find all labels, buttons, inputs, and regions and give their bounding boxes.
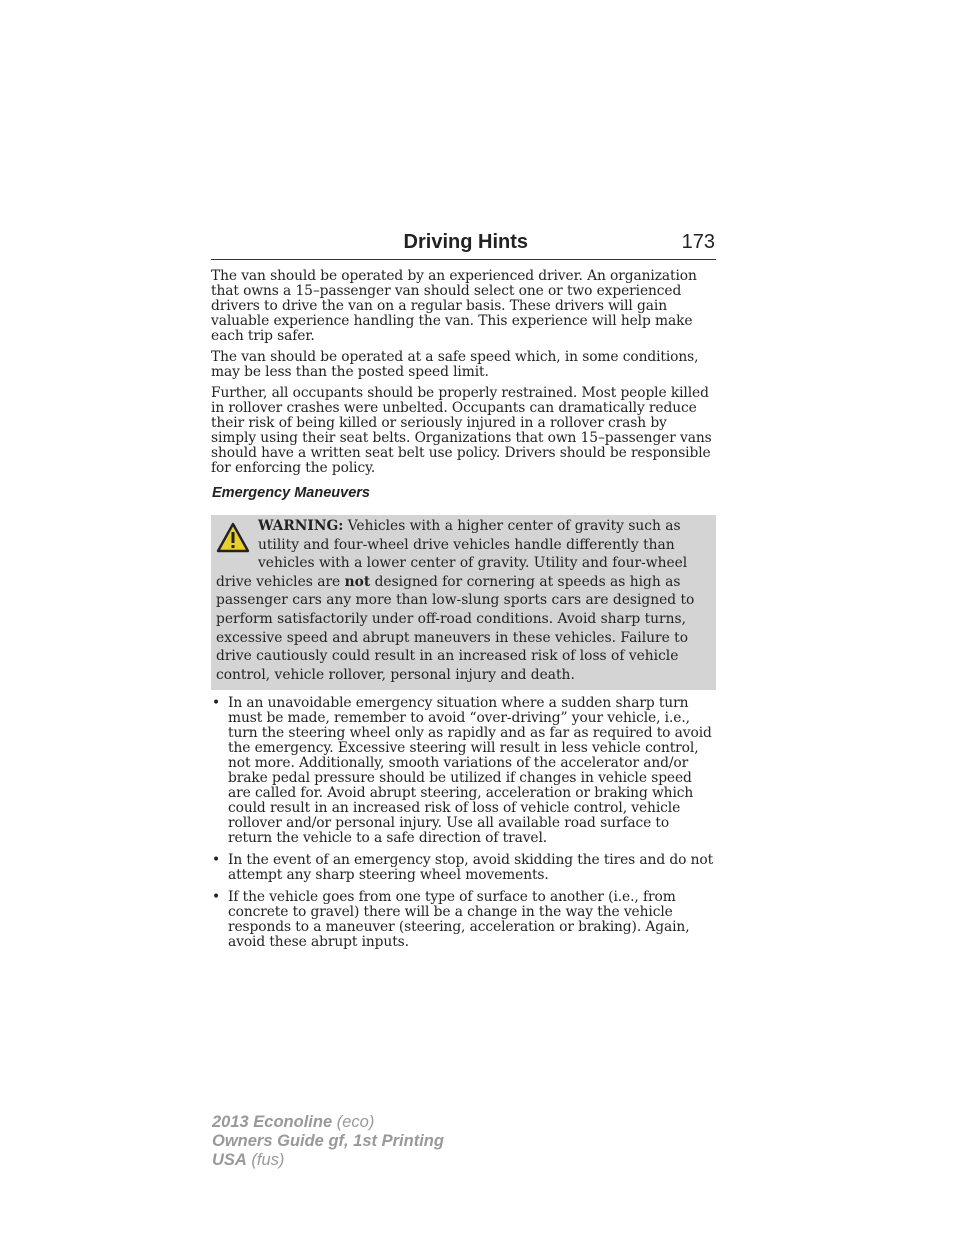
footer-line-model: [212, 1113, 444, 1132]
emergency-maneuvers-heading: Emergency Maneuvers: [212, 485, 370, 501]
footer-region-code: (fus): [246, 1151, 285, 1169]
list-item-text: In the event of an emergency stop, avoid skidding the tires and do not attempt any sharp steering wheel movements.: [228, 852, 714, 884]
list-item-text: If the vehicle goes from one type of surface to another (i.e., from concrete to gravel) there will be a change in the way the vehicle responds to a maneuver (steering, acceleration or braking). Again, avoid these abrupt inputs.: [228, 889, 690, 951]
bullet-icon: •: [212, 889, 221, 906]
warning-box: [211, 515, 716, 690]
footer-guide: Owners Guide gf, 1st Printing: [212, 1132, 444, 1150]
paragraph-restraint: Further, all occupants should be properly restrained. Most people killed in rollover crashes were unbelted. Occupants can dramatically reduce their risk of being killed or seriously injured in a rollover crash by simply using their seat belts. Organizations that own 15–passenger vans should have a written seat belt use policy. Drivers should be responsible for enforcing the policy.: [211, 385, 712, 476]
page-header: [211, 229, 716, 260]
paragraph-speed: The van should be operated at a safe speed which, in some conditions, may be less than the posted speed limit.: [211, 349, 699, 380]
footer-model-code: (eco): [332, 1113, 375, 1131]
footer-model: 2013 Econoline: [212, 1113, 333, 1131]
maneuver-list: [211, 696, 716, 950]
warning-text-start: Vehicles with a higher center of gravity such as utility and four-wheel drive vehicles handle differently than vehicles with a lower center of gravity. Utility and four-wheel drive vehicles are: [216, 518, 688, 590]
bullet-icon: •: [212, 695, 221, 712]
warning-triangle-icon: [216, 521, 250, 555]
list-item: [211, 890, 716, 950]
main-content: [211, 269, 716, 957]
warning-emphasis: not: [344, 573, 371, 590]
page-footer: [212, 1113, 444, 1170]
list-item: [211, 853, 716, 883]
warning-text-end: designed for cornering at speeds as high as passenger cars any more than low-slung sports cars are designed to perform satisfactorily under off-road conditions. Avoid sharp turns, excessive speed and abrupt maneuvers in these vehicles. Failure to drive cautiously could result in an increased risk of loss of vehicle control, vehicle rollover, personal injury and death.: [216, 573, 695, 683]
paragraph-driver: The van should be operated by an experienced driver. An organization that owns a 15–passenger van should select one or two experienced drivers to drive the van on a regular basis. These drivers will gain valuable experience handling the van. This experience will help make each trip safer.: [211, 268, 697, 344]
page-number: 173: [681, 231, 715, 253]
list-item-text: In an unavoidable emergency situation where a sudden sharp turn must be made, remember to avoid “over-driving” your vehicle, i.e., turn the steering wheel only as rapidly and as far as required to avoid the emergency. Excessive steering will result in less vehicle control, not more. Additionally, smooth variations of the accelerator and/or brake pedal pressure should be utilized if changes in vehicle speed are called for. Avoid abrupt steering, acceleration or braking which could result in an increased risk of loss of vehicle control, vehicle rollover and/or personal injury. Use all available road surface to return the vehicle to a safe direction of travel.: [228, 695, 712, 847]
footer-region: USA: [212, 1151, 247, 1169]
footer-line-region: [212, 1151, 444, 1170]
bullet-icon: •: [212, 852, 221, 869]
list-item: [211, 696, 716, 846]
section-title: Driving Hints: [403, 231, 528, 253]
warning-label: WARNING:: [258, 518, 344, 534]
